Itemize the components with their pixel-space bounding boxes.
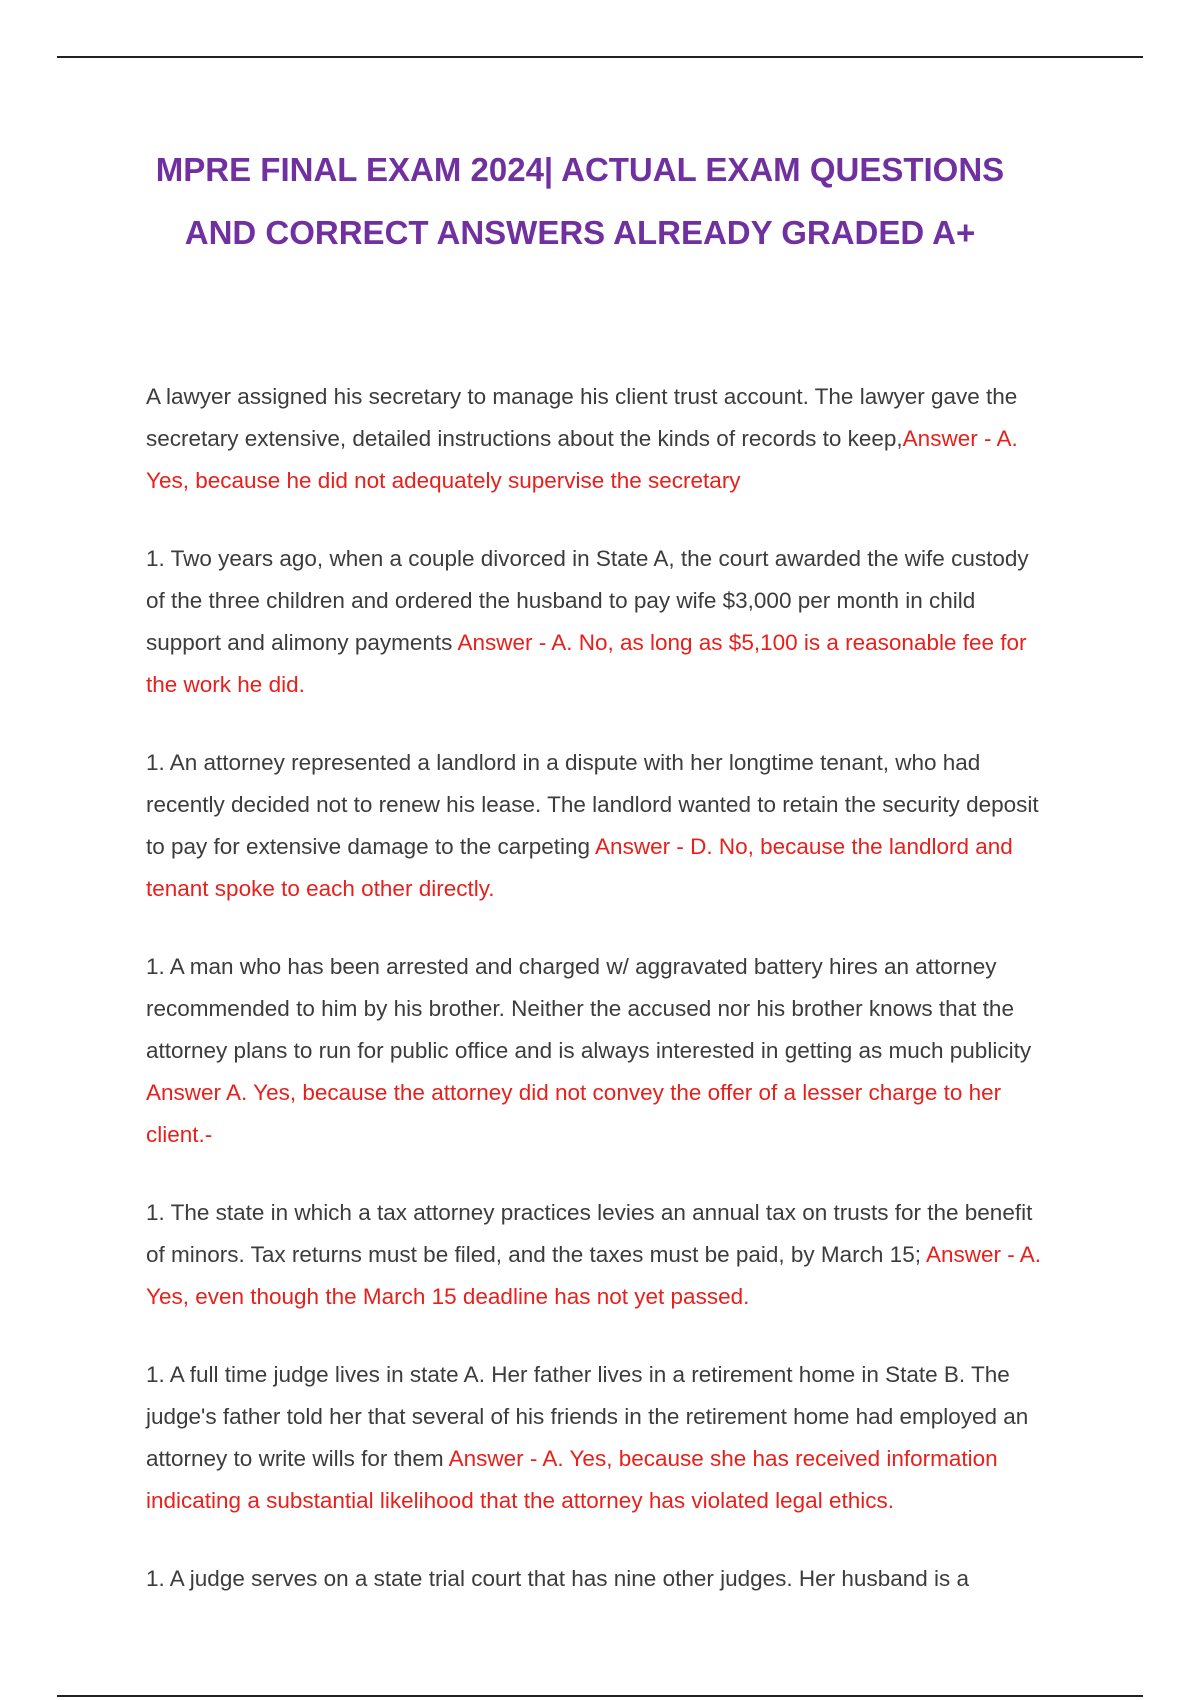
answer-text: Answer - A. Yes, because she has received information indicating a substantial likelihood that the attorney has violated legal ethics. <box>146 1446 998 1513</box>
answer-text: Answer - D. No, because the landlord and tenant spoke to each other directly. <box>146 834 1013 901</box>
qa-item <box>146 946 1046 1156</box>
qa-item <box>146 1192 1046 1318</box>
answer-text: Answer A. Yes, because the attorney did not convey the offer of a lesser charge to her client.- <box>146 1080 1002 1147</box>
question-text: 1. A judge serves on a state trial court that has nine other judges. Her husband is a <box>146 1566 970 1591</box>
bottom-rule <box>57 1695 1143 1697</box>
qa-list <box>146 376 1046 1636</box>
qa-item <box>146 1354 1046 1522</box>
answer-text: Answer - A. No, as long as $5,100 is a reasonable fee for the work he did. <box>146 630 1027 697</box>
question-text: 1. A full time judge lives in state A. Her father lives in a retirement home in State B. The judge's father told her that several of his friends in the retirement home had employed an attorney to write wills for them <box>146 1362 1029 1471</box>
question-text: 1. The state in which a tax attorney practices levies an annual tax on trusts for the benefit of minors. Tax returns must be filed, and the taxes must be paid, by March 15; <box>146 1200 1033 1267</box>
qa-item <box>146 376 1046 502</box>
question-text: 1. An attorney represented a landlord in a dispute with her longtime tenant, who had recently decided not to renew his lease. The landlord wanted to retain the security deposit to pay for extensive damage to the carpeting <box>146 750 1039 859</box>
question-text: 1. A man who has been arrested and charged w/ aggravated battery hires an attorney recommended to him by his brother. Neither the accused nor his brother knows that the attorney plans to run for public office and is always interested in getting as much publicity <box>146 954 1032 1063</box>
answer-text: Answer - A. Yes, because he did not adequately supervise the secretary <box>146 426 1018 493</box>
answer-text: Answer - A. Yes, even though the March 15 deadline has not yet passed. <box>146 1242 1042 1309</box>
question-text: 1. Two years ago, when a couple divorced in State A, the court awarded the wife custody of the three children and ordered the husband to pay wife $3,000 per month in child support and alimony payments <box>146 546 1029 655</box>
top-rule <box>57 56 1143 58</box>
question-text: A lawyer assigned his secretary to manage his client trust account. The lawyer gave the secretary extensive, detailed instructions about the kinds of records to keep, <box>146 384 1018 451</box>
qa-item <box>146 538 1046 706</box>
qa-item <box>146 1558 1046 1600</box>
qa-item <box>146 742 1046 910</box>
document-title: MPRE FINAL EXAM 2024| ACTUAL EXAM QUESTIONS AND CORRECT ANSWERS ALREADY GRADED A+ <box>155 151 1005 251</box>
